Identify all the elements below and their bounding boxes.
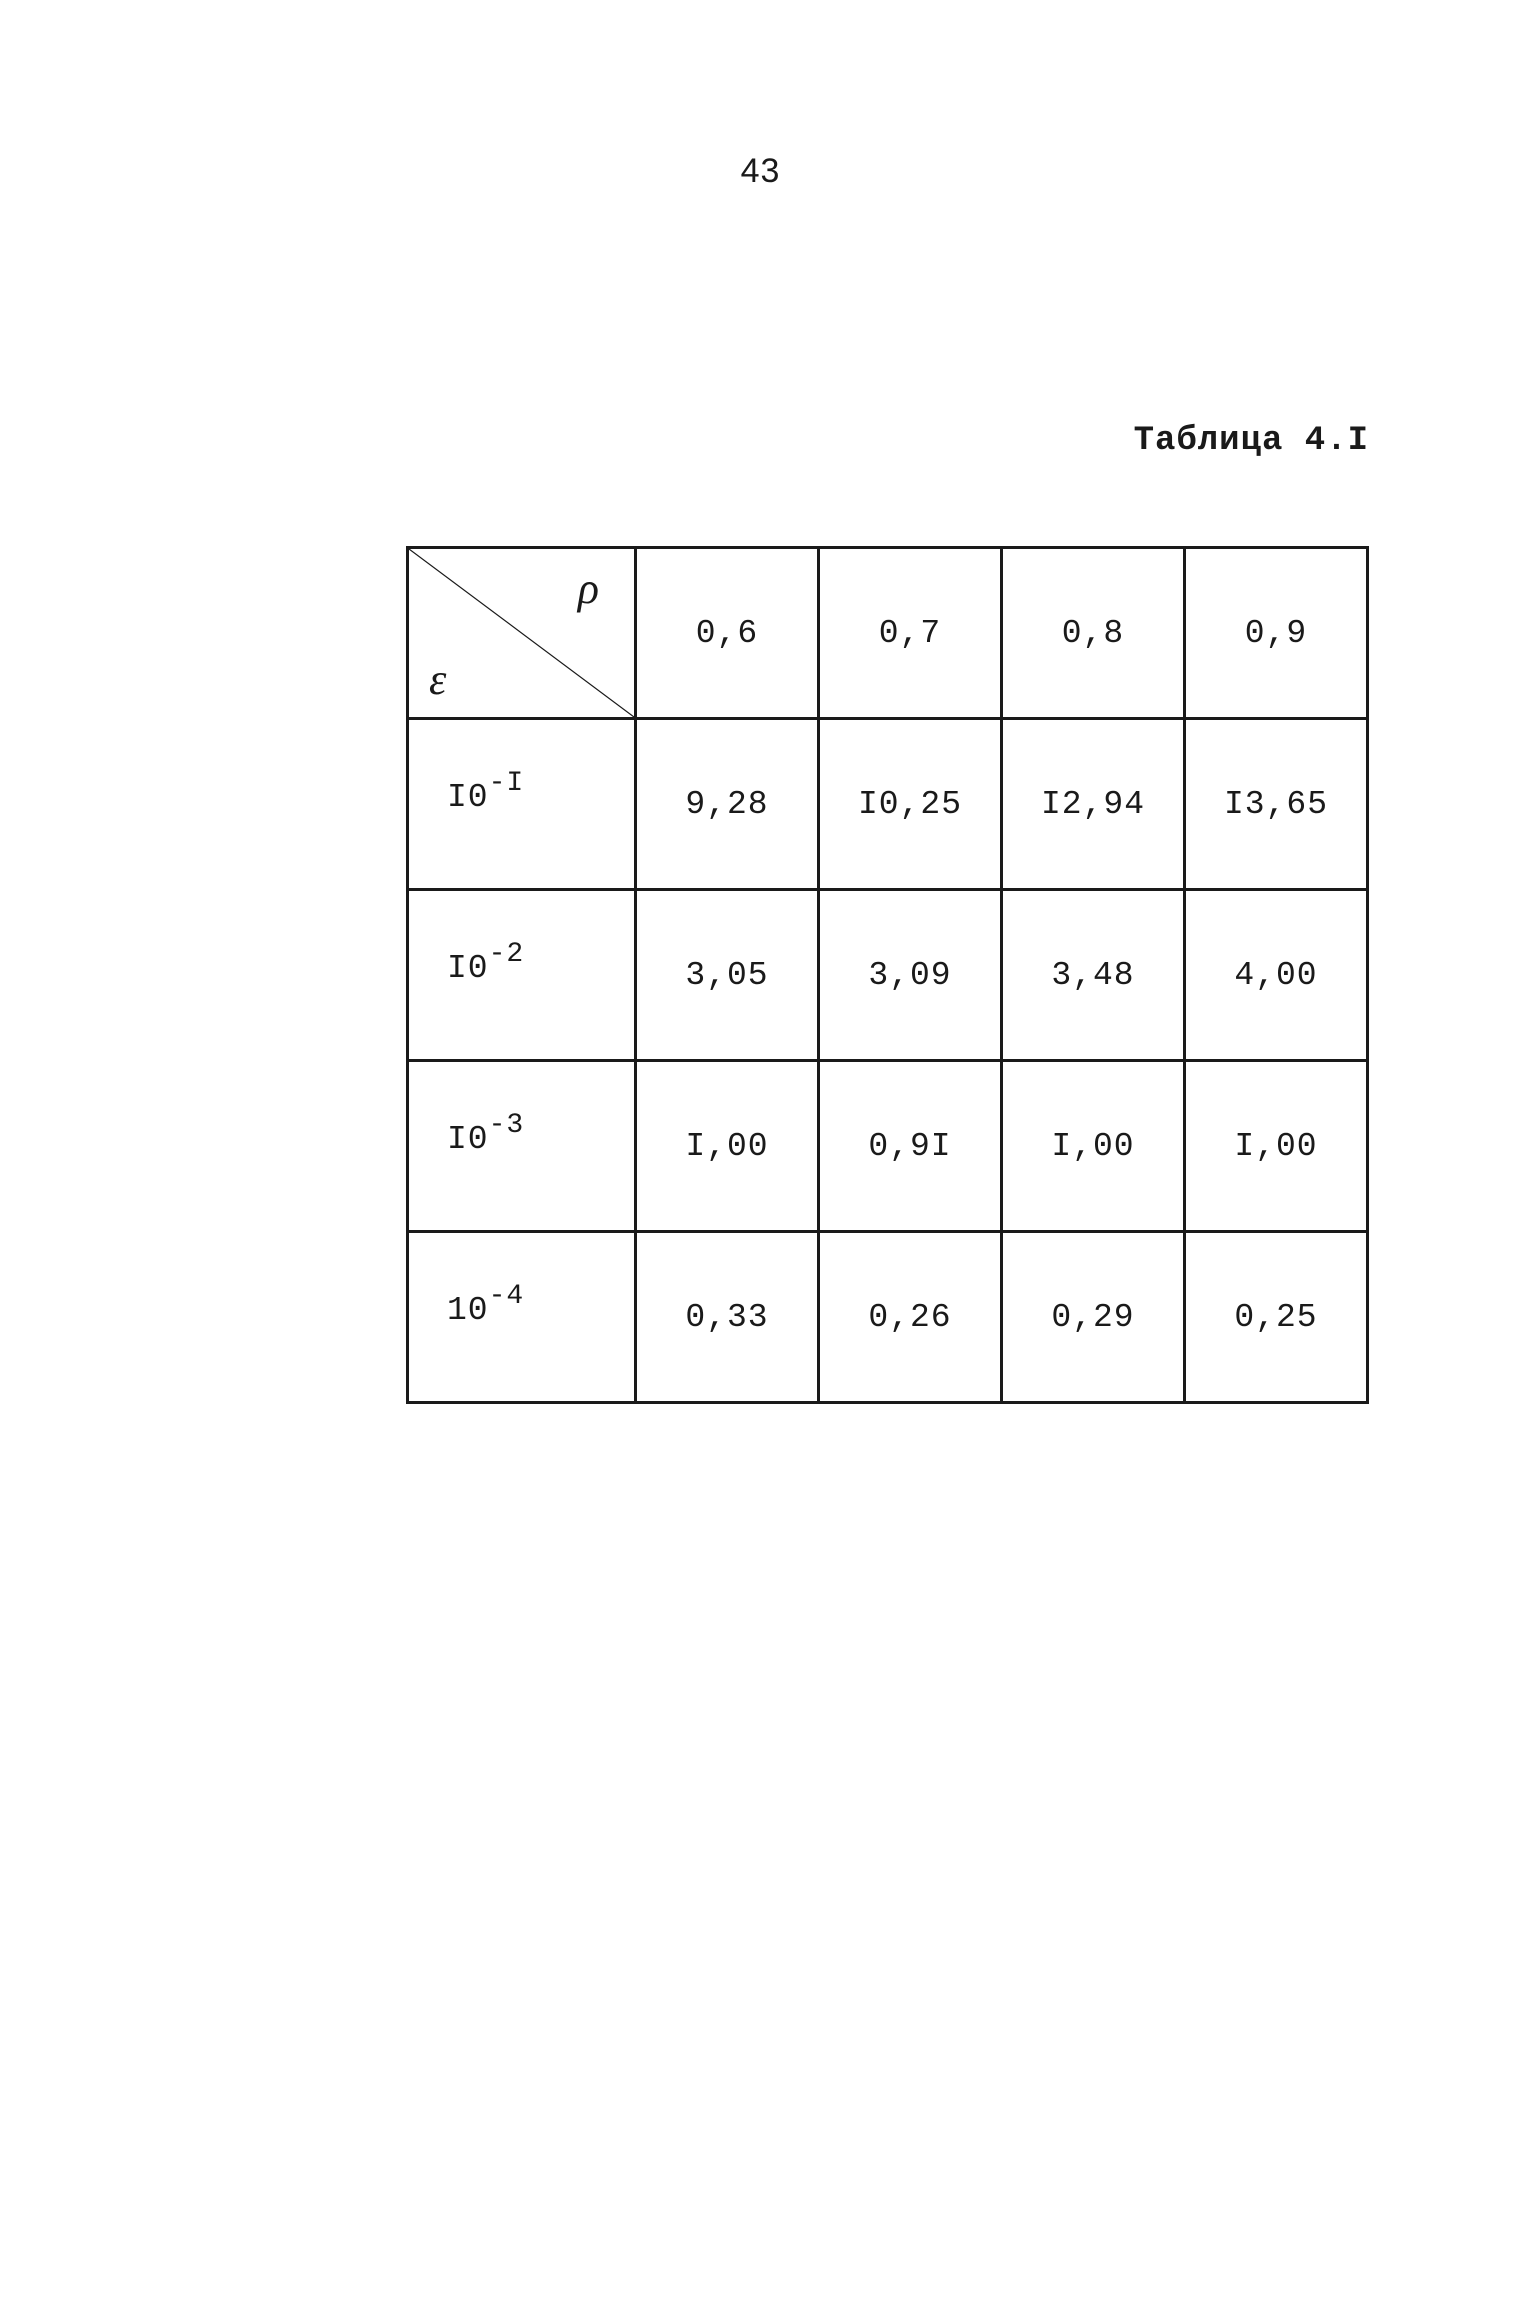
- column-header: 0,8: [1002, 548, 1185, 719]
- table-cell: 9,28: [636, 719, 819, 890]
- table-cell: 0,25: [1185, 1232, 1368, 1403]
- table-cell: 3,48: [1002, 890, 1185, 1061]
- row-label: [408, 890, 636, 1061]
- column-header: 0,6: [636, 548, 819, 719]
- rho-symbol: ρ: [577, 564, 600, 613]
- row-label-exponent: -3: [488, 1110, 525, 1141]
- row-label: [408, 719, 636, 890]
- row-label-base: I0: [447, 779, 489, 816]
- table-cell: 4,00: [1185, 890, 1368, 1061]
- corner-cell: [408, 548, 636, 719]
- header-row: [408, 548, 1368, 719]
- table-row: [408, 719, 1368, 890]
- table-cell: 0,29: [1002, 1232, 1185, 1403]
- table-cell: 0,9I: [819, 1061, 1002, 1232]
- row-label-exponent: -I: [488, 768, 525, 799]
- table-cell: 3,05: [636, 890, 819, 1061]
- table-row: [408, 1232, 1368, 1403]
- data-table: [406, 546, 1369, 1404]
- epsilon-symbol: ε: [429, 655, 448, 704]
- table-cell: 3,09: [819, 890, 1002, 1061]
- row-label-base: I0: [447, 950, 489, 987]
- page-number: 43: [740, 152, 781, 190]
- row-label-base: 10: [447, 1292, 489, 1329]
- row-label-exponent: -4: [488, 1281, 525, 1312]
- table-cell: I,00: [1002, 1061, 1185, 1232]
- table-row: [408, 890, 1368, 1061]
- column-header: 0,9: [1185, 548, 1368, 719]
- column-header: 0,7: [819, 548, 1002, 719]
- table-cell: 0,26: [819, 1232, 1002, 1403]
- table-cell: I,00: [636, 1061, 819, 1232]
- row-label-exponent: -2: [488, 939, 525, 970]
- row-label: [408, 1232, 636, 1403]
- row-label: [408, 1061, 636, 1232]
- table-cell: I,00: [1185, 1061, 1368, 1232]
- table-cell: 0,33: [636, 1232, 819, 1403]
- table-cell: I2,94: [1002, 719, 1185, 890]
- table-cell: I0,25: [819, 719, 1002, 890]
- row-label-base: I0: [447, 1121, 489, 1158]
- table-row: [408, 1061, 1368, 1232]
- table-cell: I3,65: [1185, 719, 1368, 890]
- table-caption: Таблица 4.I: [1133, 422, 1369, 460]
